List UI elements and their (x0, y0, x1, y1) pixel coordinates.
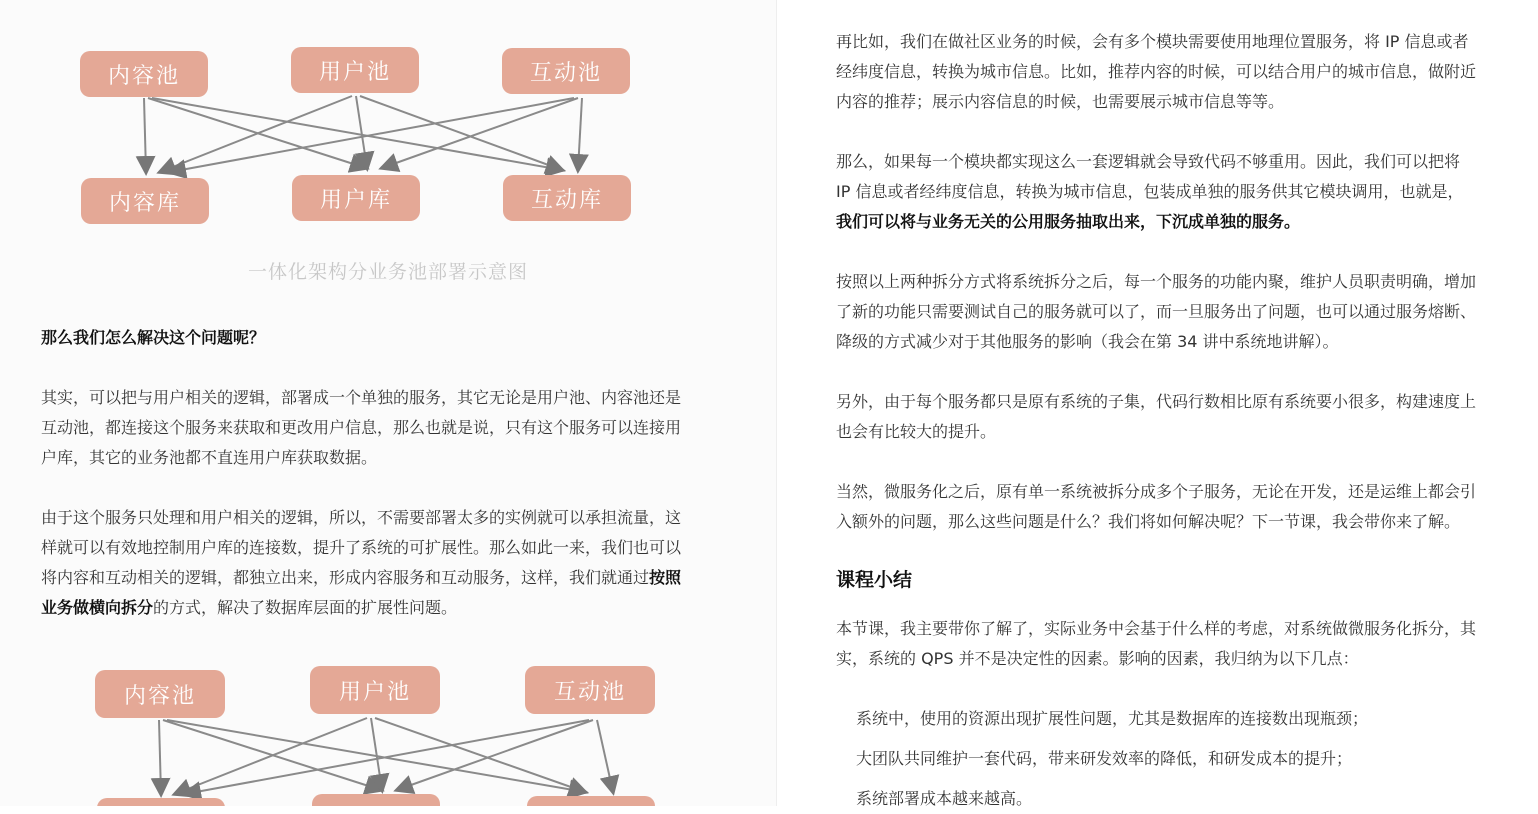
node-content-pool: 内容池 (95, 670, 225, 718)
paragraph-3 (836, 27, 1526, 117)
line: 本节课，我主要带你了解了，实际业务中会基于什么样的考虑，对系统做微服务化拆分，其 (836, 619, 1477, 638)
node-user-pool: 用户池 (291, 47, 419, 93)
summary-list (856, 704, 1526, 814)
list-item: 系统部署成本越来越高。 (856, 789, 1033, 808)
bold-text: 按照 (649, 568, 682, 587)
line: 当然，微服务化之后，原有单一系统被拆分成多个子服务，无论在开发，还是运维上都会引 (836, 482, 1477, 501)
service-diagram (85, 660, 665, 806)
section-heading: 课程小结 (836, 569, 913, 591)
line: 互动池，都连接这个服务来获取和更改用户信息，那么也就是说，只有这个服务可以连接用 (41, 418, 682, 437)
node-interaction-db: 互动库 (503, 175, 631, 221)
line: 那么，如果每一个模块都实现这么一套逻辑就会导致代码不够重用。因此，我们可以把将 (836, 152, 1461, 171)
question-heading: 那么我们怎么解决这个问题呢？ (41, 328, 266, 347)
node-user-db: 用户库 (292, 175, 420, 221)
paragraph-2 (41, 503, 731, 623)
paragraph-5 (836, 267, 1526, 357)
bold-text: 业务做横向拆分 (41, 598, 154, 617)
line: 其实，可以把与用户相关的逻辑，部署成一个单独的服务，其它无论是用户池、内容池还是 (41, 388, 682, 407)
line: 了新的功能只需要测试自己的服务就可以了，而一旦服务出了问题，也可以通过服务熔断、 (836, 302, 1477, 321)
line: 再比如，我们在做社区业务的时候，会有多个模块需要使用地理位置服务，将 IP 信息或者 (836, 32, 1469, 51)
line: 由于这个服务只处理和用户相关的逻辑，所以，不需要部署太多的实例就可以承担流量，这 (41, 508, 682, 527)
list-item: 大团队共同维护一套代码，带来研发效率的降低，和研发成本的提升； (856, 749, 1353, 768)
line (41, 563, 731, 593)
line: 也会有比较大的提升。 (836, 422, 997, 441)
node-partial (97, 798, 225, 806)
line-text: 将内容和互动相关的逻辑，都独立出来，形成内容服务和互动服务，这样，我们就通过 (41, 568, 650, 587)
left-column (0, 0, 776, 806)
line: 户库，其它的业务池都不直连用户库获取数据。 (41, 448, 378, 467)
node-partial (312, 794, 440, 806)
line (41, 593, 731, 623)
line: 降级的方式减少对于其他服务的影响（我会在第 34 讲中系统地讲解）。 (836, 332, 1339, 351)
line: IP 信息或者经纬度信息，转换为城市信息，包装成单独的服务供其它模块调用，也就是， (836, 182, 1464, 201)
line: 实，系统的 QPS 并不是决定性的因素。影响的因素，我归纳为以下几点： (836, 649, 1359, 668)
deployment-diagram (70, 40, 650, 240)
node-content-pool: 内容池 (80, 51, 208, 97)
line: 入额外的问题，那么这些问题是什么？我们将如何解决呢？下一节课，我会带你来了解。 (836, 512, 1461, 531)
line: 内容的推荐；展示内容信息的时候，也需要展示城市信息等等。 (836, 92, 1285, 111)
paragraph-4 (836, 147, 1526, 237)
node-interaction-pool: 互动池 (525, 666, 655, 714)
paragraph-1 (41, 383, 731, 473)
paragraph-8 (836, 614, 1526, 674)
node-content-db: 内容库 (81, 178, 209, 224)
list-item: 系统中，使用的资源出现扩展性问题，尤其是数据库的连接数出现瓶颈； (856, 709, 1369, 728)
paragraph-6 (836, 387, 1526, 447)
line-bold: 我们可以将与业务无关的公用服务抽取出来，下沉成单独的服务。 (836, 212, 1301, 231)
line: 经纬度信息，转换为城市信息。比如，推荐内容的时候，可以结合用户的城市信息，做附近 (836, 62, 1477, 81)
line: 另外，由于每个服务都只是原有系统的子集，代码行数相比原有系统要小很多，构建速度上 (836, 392, 1477, 411)
diagram-caption: 一体化架构分业务池部署示意图 (247, 261, 528, 283)
line: 按照以上两种拆分方式将系统拆分之后，每一个服务的功能内聚，维护人员职责明确，增加 (836, 272, 1477, 291)
line-text: 的方式，解决了数据库层面的扩展性问题。 (153, 598, 458, 617)
node-interaction-pool: 互动池 (502, 48, 630, 94)
paragraph-7 (836, 477, 1526, 537)
node-partial (527, 796, 655, 806)
line: 样就可以有效地控制用户库的连接数，提升了系统的可扩展性。那么如此一来，我们也可以 (41, 538, 682, 557)
node-user-pool: 用户池 (310, 666, 440, 714)
